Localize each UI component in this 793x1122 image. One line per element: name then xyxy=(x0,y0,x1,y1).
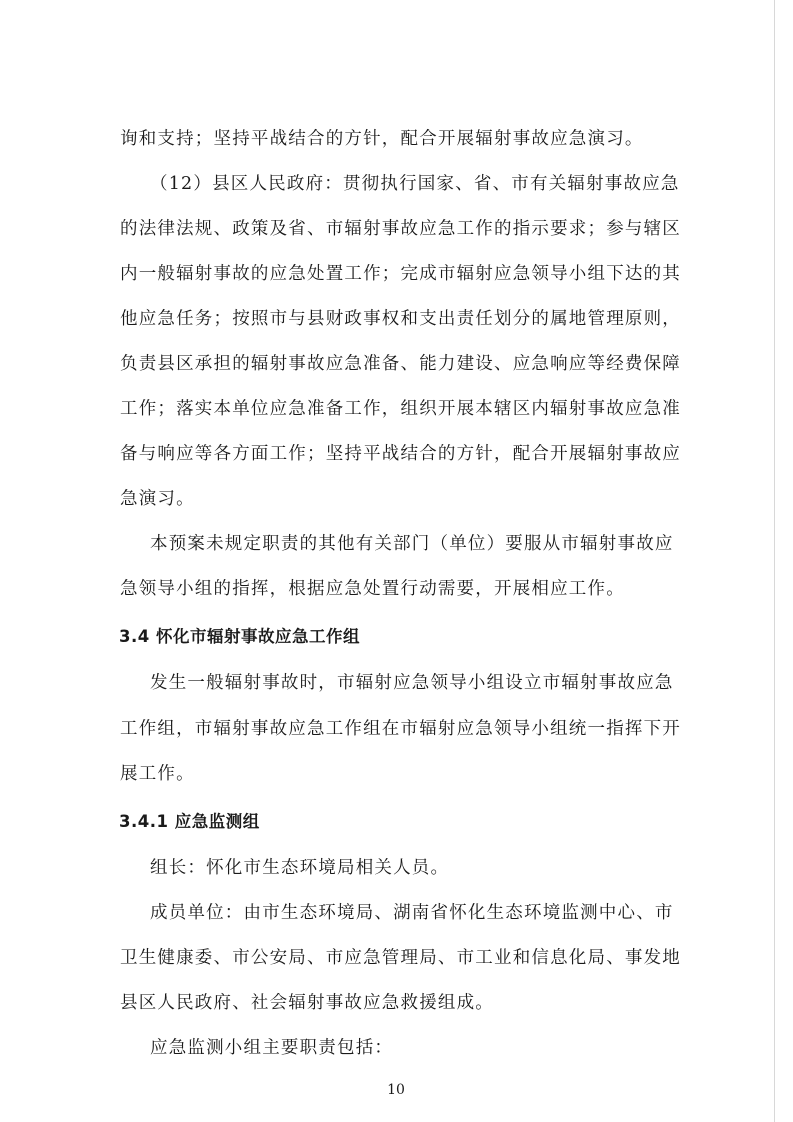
text-line: 本预案未规定职责的其他有关部门（单位）要服从市辐射事故应 xyxy=(150,534,674,554)
section-heading-3-4-1: 3.4.1 应急监测组 xyxy=(119,812,260,831)
text-line: 的法律法规、政策及省、市辐射事故应急工作的指示要求；参与辖区 xyxy=(120,219,681,239)
text-line: 卫生健康委、市公安局、市应急管理局、市工业和信息化局、事发地 xyxy=(120,948,681,968)
text-line: 发生一般辐射事故时，市辐射应急领导小组设立市辐射事故应急 xyxy=(150,673,674,693)
text-line: 备与响应等各方面工作；坚持平战结合的方针，配合开展辐射事故应 xyxy=(120,444,681,464)
text-line: （12）县区人民政府：贯彻执行国家、省、市有关辐射事故应急 xyxy=(150,174,680,194)
text-line: 内一般辐射事故的应急处置工作；完成市辐射应急领导小组下达的其 xyxy=(120,264,681,284)
section-heading-3-4: 3.4 怀化市辐射事故应急工作组 xyxy=(119,627,360,646)
text-line: 工作组，市辐射事故应急工作组在市辐射应急领导小组统一指挥下开 xyxy=(120,719,681,739)
text-line: 应急监测小组主要职责包括： xyxy=(150,1038,394,1058)
text-line: 县区人民政府、社会辐射事故应急救援组成。 xyxy=(120,993,494,1013)
text-line: 急演习。 xyxy=(120,489,195,509)
text-line: 展工作。 xyxy=(120,764,195,784)
text-line: 急领导小组的指挥，根据应急处置行动需要，开展相应工作。 xyxy=(120,579,625,599)
text-line: 成员单位：由市生态环境局、湖南省怀化生态环境监测中心、市 xyxy=(150,903,674,923)
text-line: 工作；落实本单位应急准备工作，组织开展本辖区内辐射事故应急准 xyxy=(120,399,681,419)
text-line: 组长：怀化市生态环境局相关人员。 xyxy=(150,858,450,878)
text-line: 他应急任务；按照市与县财政事权和支出责任划分的属地管理原则， xyxy=(120,309,681,329)
text-line: 询和支持；坚持平战结合的方针，配合开展辐射事故应急演习。 xyxy=(120,129,644,149)
page-number: 10 xyxy=(387,1082,405,1098)
text-line: 负责县区承担的辐射事故应急准备、能力建设、应急响应等经费保障 xyxy=(120,354,681,374)
scan-edge-line xyxy=(774,0,775,1122)
